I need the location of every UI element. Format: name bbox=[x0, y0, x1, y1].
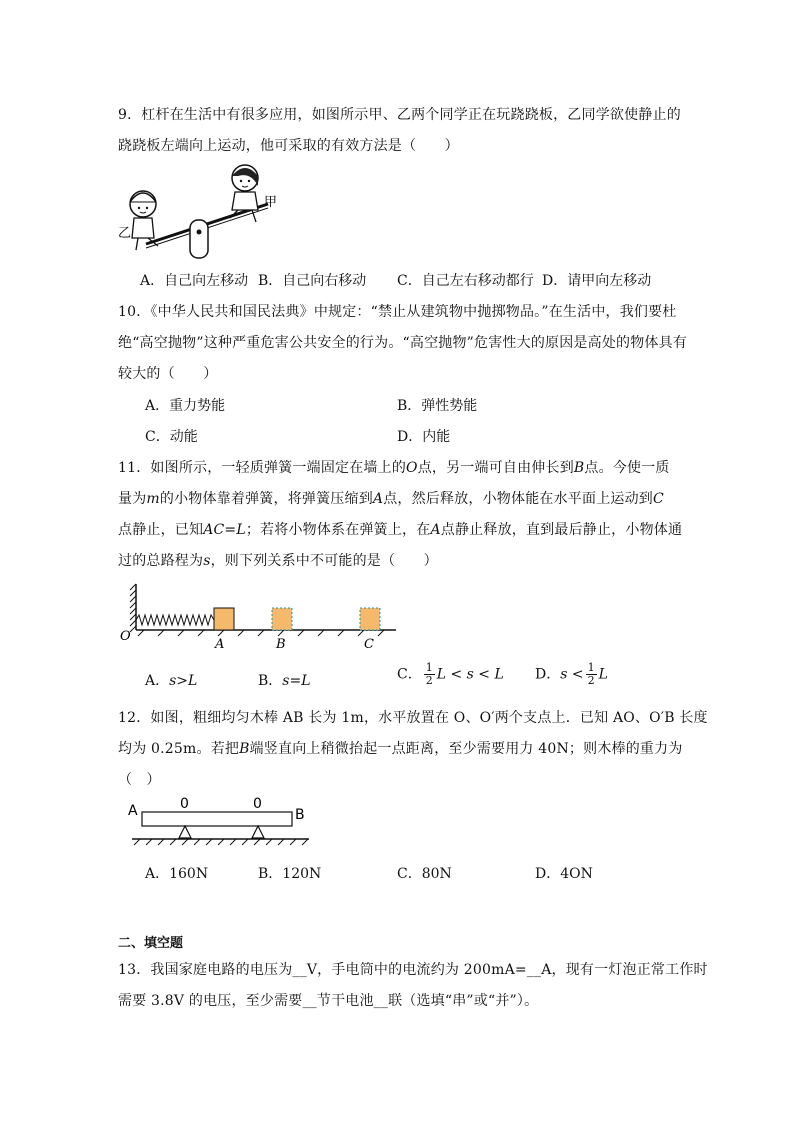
rod-label-o2: 0 bbox=[253, 796, 262, 812]
q9-option-d: D．请甲向左移动 bbox=[542, 273, 652, 289]
rod-label-o1: 0 bbox=[180, 796, 189, 812]
q12-line-2 bbox=[118, 738, 683, 758]
section-title: 二、填空题 bbox=[118, 936, 184, 951]
q11-l2c: 的小物体靠着弹簧，将弹簧压缩到 bbox=[159, 491, 373, 507]
q11-l3c: ；若将小物体系在弹簧上，在 bbox=[245, 522, 431, 538]
q11-opt-a-expr: s>L bbox=[169, 673, 198, 689]
q12-option-b: B．120N bbox=[258, 866, 322, 882]
q11-l3b: AC=L bbox=[203, 522, 246, 538]
spring-label-a: A bbox=[215, 637, 225, 652]
q9-option-b: B．自己向右移动 bbox=[258, 273, 367, 289]
q11-option-b bbox=[258, 670, 311, 690]
q11-opt-d-rhs: L bbox=[598, 666, 608, 683]
q11-l2f: C bbox=[653, 491, 664, 507]
q11-l3d: A bbox=[430, 522, 441, 538]
q11-opt-d-prefix: D． bbox=[535, 666, 561, 683]
q13-line-2: 需要 3.8V 的电压，至少需要__节干电池__联（选填“串”或“并”）。 bbox=[118, 993, 539, 1009]
q11-opt-c-fraction bbox=[424, 662, 435, 687]
rod-label-b: B bbox=[295, 807, 305, 823]
q11-opt-c-den: 2 bbox=[425, 674, 433, 687]
q10-line-3: 较大的（ ） bbox=[118, 366, 218, 382]
q11-l2a: 量为 bbox=[118, 491, 147, 507]
q11-line-2 bbox=[118, 488, 664, 508]
rod-figure bbox=[124, 795, 314, 855]
q13-line-1: 13．我国家庭电路的电压为__V，手电筒中的电流约为 200mA=__A，现有一灯泡正常工作时 bbox=[118, 962, 708, 978]
q11-l1e: 点。今使一质 bbox=[584, 460, 670, 476]
q11-l2e: 点，然后释放，小物体能在水平面上运动到 bbox=[383, 491, 654, 507]
q11-opt-c-num: 1 bbox=[425, 661, 433, 674]
q11-opt-d-fraction bbox=[586, 662, 597, 687]
q11-opt-d-num: 1 bbox=[587, 661, 595, 674]
spring-label-c: C bbox=[364, 637, 374, 652]
q11-line-4 bbox=[118, 550, 438, 570]
q11-l2d: A bbox=[372, 491, 384, 507]
q11-opt-b-expr: s=L bbox=[282, 673, 311, 689]
q11-l1d: B bbox=[573, 460, 585, 476]
q11-opt-d-den: 2 bbox=[587, 674, 595, 687]
rod-label-a: A bbox=[128, 803, 138, 819]
q11-opt-c-prefix: C． bbox=[397, 666, 422, 683]
q11-l1a: 11．如图所示，一轻质弹簧一端固定在墙上的 bbox=[118, 460, 407, 476]
q11-l3e: 点静止释放，直到最后静止，小物体通 bbox=[440, 522, 683, 538]
q11-l2b: m bbox=[146, 491, 160, 507]
seesaw-label-yi: 乙 bbox=[118, 226, 132, 241]
q11-l3a: 点静止，已知 bbox=[118, 522, 204, 538]
q11-opt-a-prefix: A． bbox=[145, 673, 170, 689]
seesaw-figure bbox=[118, 162, 288, 262]
q12-l2a: 均为 0.25m。若把 bbox=[118, 741, 240, 757]
q11-option-d bbox=[535, 662, 608, 687]
q11-opt-d-lhs: s < bbox=[560, 666, 584, 683]
q10-line-2: 绝“高空抛物”这种严重危害公共安全的行为。“高空抛物”危害性大的原因是高处的物体具有 bbox=[118, 335, 688, 351]
q10-option-d: D．内能 bbox=[397, 429, 451, 445]
q9-option-c: C．自己左右移动都行 bbox=[397, 273, 534, 289]
seesaw-label-jia: 甲 bbox=[264, 195, 278, 210]
q11-l1c: 点，另一端可自由伸长到 bbox=[417, 460, 574, 476]
q10-line-1: 10．《中华人民共和国民法典》中规定：“禁止从建筑物中抛掷物品。”在生活中，我们要杜 bbox=[118, 304, 677, 320]
q12-option-c: C．80N bbox=[397, 866, 452, 882]
q12-l2b: B bbox=[239, 741, 250, 757]
q11-option-a bbox=[145, 670, 197, 690]
spring-label-b: B bbox=[276, 637, 286, 652]
q12-l2c: 端竖直向上稍微抬起一点距离，至少需要用力 40N；则木棒的重力为 bbox=[249, 741, 683, 757]
q9-line-1: 9．杠杆在生活中有很多应用，如图所示甲、乙两个同学正在玩跷跷板，乙同学欲使静止的 bbox=[118, 107, 681, 123]
q11-line-3 bbox=[118, 519, 682, 539]
q10-option-c: C．动能 bbox=[145, 429, 198, 445]
q11-option-c bbox=[397, 662, 504, 687]
q11-opt-b-prefix: B． bbox=[258, 673, 283, 689]
spring-figure bbox=[118, 582, 408, 652]
q10-option-b: B．弹性势能 bbox=[397, 398, 478, 414]
q12-option-d: D．4ON bbox=[535, 866, 593, 882]
q12-line-1: 12．如图，粗细均匀木棒 AB 长为 1m，水平放置在 O、O′两个支点上．已知 AO、O′B 长度 bbox=[118, 710, 708, 726]
q11-opt-c-mid: L < s < L bbox=[436, 666, 504, 683]
q11-l4a: 过的总路程为 bbox=[118, 553, 204, 569]
q12-line-3: （ ） bbox=[118, 772, 161, 788]
q9-option-a: A．自己向左移动 bbox=[140, 273, 249, 289]
q12-option-a: A．160N bbox=[145, 866, 209, 882]
spring-label-o: O bbox=[120, 629, 131, 644]
q11-l1b: O bbox=[406, 460, 418, 476]
q10-option-a: A．重力势能 bbox=[145, 398, 226, 414]
q9-line-2: 跷跷板左端向上运动，他可采取的有效方法是（ ） bbox=[118, 138, 459, 154]
q11-l4c: ，则下列关系中不可能的是（ ） bbox=[210, 553, 438, 569]
q11-line-1 bbox=[118, 457, 670, 477]
q11-l4b: s bbox=[203, 553, 211, 569]
